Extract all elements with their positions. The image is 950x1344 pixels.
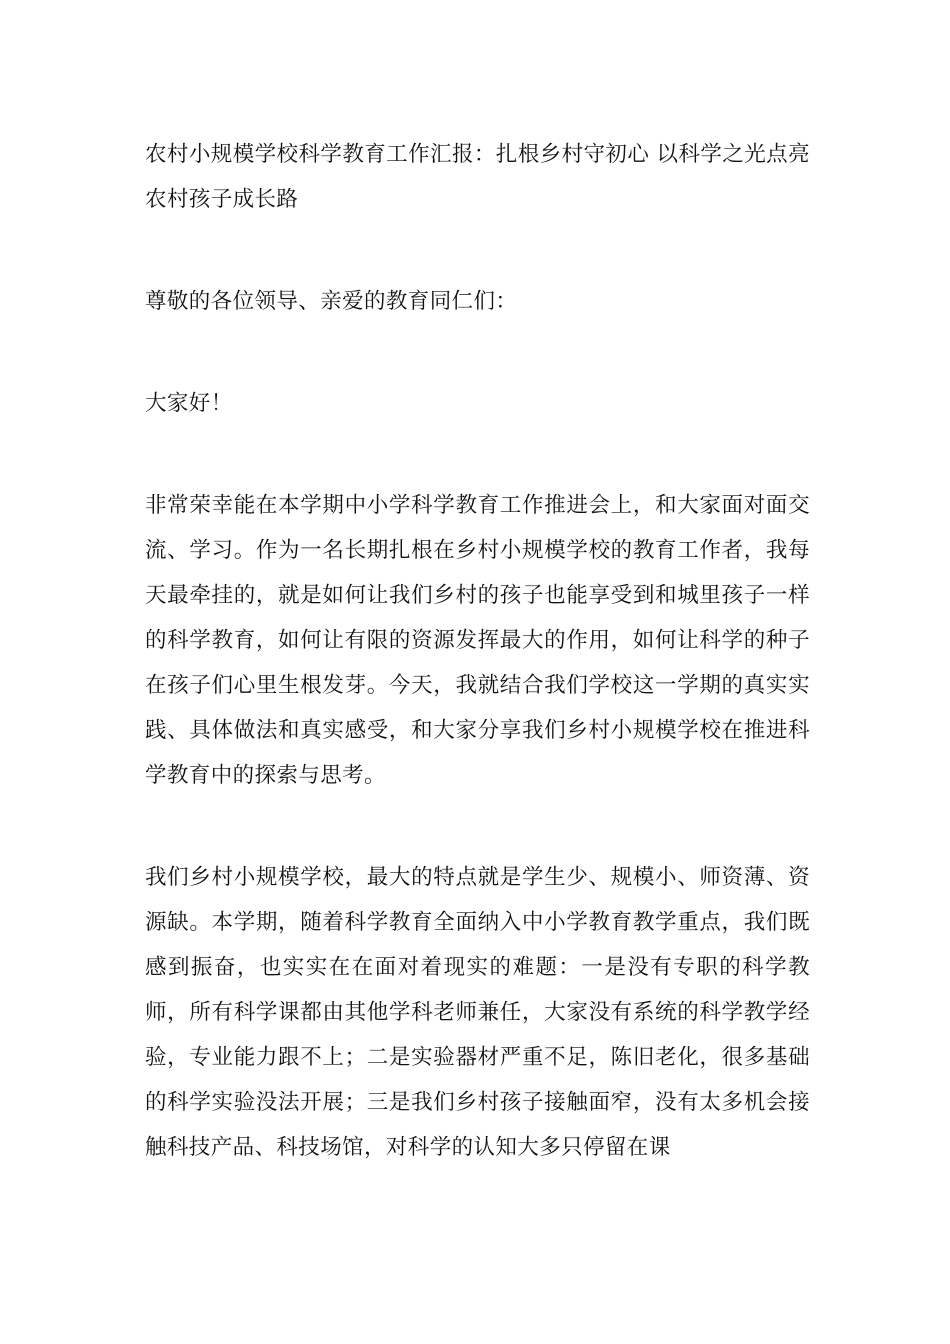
document-body [145,132,810,1170]
document-title: 农村小规模学校科学教育工作汇报：扎根乡村守初心 以科学之光点亮农村孩子成长路 [145,142,810,212]
paragraph-challenges: 我们乡村小规模学校，最大的特点就是学生少、规模小、师资薄、资源缺。本学期，随着科学教育全面纳入中小学教育教学重点，我们既感到振奋，也实实在在面对着现实的难题：一是没有专职的科学教师，所有科学课都由其他学科老师兼任，大家没有系统的科学教学经验，专业能力跟不上；二是实验器材严重不足，陈旧老化，很多基础的科学实验没法开展；三是我们乡村孩子接触面窄，没有太多机会接触科技产品、科技场馆，对科学的认知大多只停留在课 [145,865,810,1160]
paragraph-intro: 非常荣幸能在本学期中小学科学教育工作推进会上，和大家面对面交流、学习。作为一名长期扎根在乡村小规模学校的教育工作者，我每天最牵挂的，就是如何让我们乡村的孩子也能享受到和城里孩子一样的科学教育，如何让有限的资源发挥最大的作用，如何让科学的种子在孩子们心里生根发芽。今天，我就结合我们学校这一学期的真实实践、具体做法和真实感受，和大家分享我们乡村小规模学校在推进科学教育中的探索与思考。 [145,493,810,788]
greeting: 大家好！ [145,391,233,416]
salutation: 尊敬的各位领导、亲爱的教育同仁们： [145,289,518,314]
